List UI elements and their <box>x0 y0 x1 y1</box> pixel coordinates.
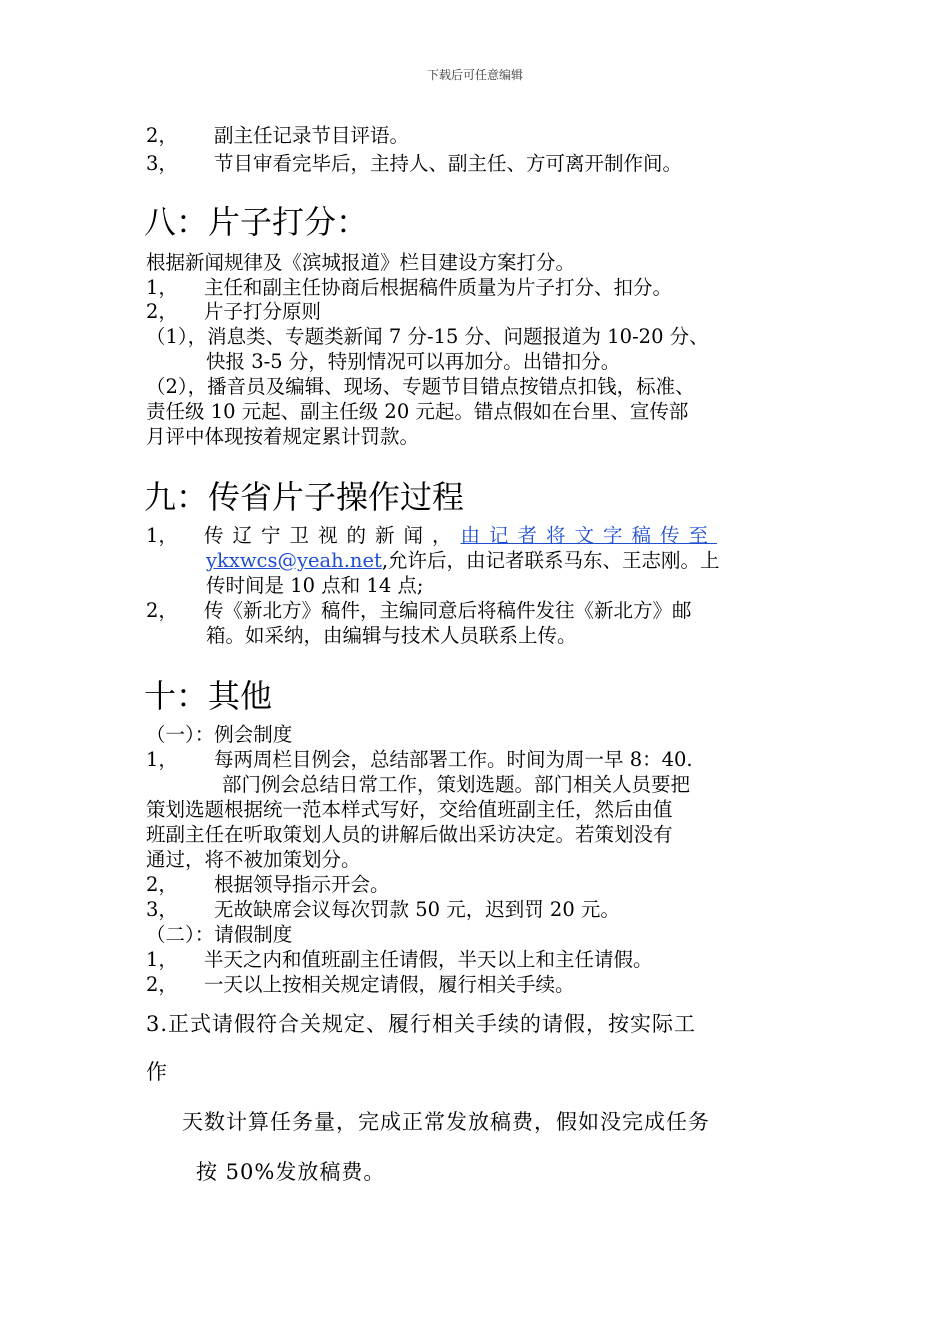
item-number: 1， <box>146 748 178 771</box>
list-item <box>146 898 620 922</box>
paragraph-line: 班副主任在听取策划人员的讲解后做出采访决定。若策划没有 <box>146 823 673 846</box>
item-text: 根据领导指示开会。 <box>214 873 390 896</box>
item-text: 半天之内和值班副主任请假，半天以上和主任请假。 <box>204 948 653 971</box>
paragraph-line <box>206 549 720 573</box>
item-number: 1， <box>146 276 178 299</box>
item-text: 节目审看完毕后，主持人、副主任、方可离开制作间。 <box>214 152 683 175</box>
item-number: 2， <box>146 599 178 622</box>
list-item <box>146 748 693 772</box>
section-heading: 八：片子打分： <box>144 203 369 241</box>
item-text: 传辽宁卫视的新闻， <box>204 524 461 547</box>
paragraph-line: （1），消息类、专题类新闻 7 分-15 分、问题报道为 10-20 分、 <box>146 325 709 348</box>
subheading: （二）：请假制度 <box>146 923 293 946</box>
item-text: 每两周栏目例会，总结部署工作。时间为周一早 8：40. <box>214 748 693 771</box>
paragraph-line: 策划选题根据统一范本样式写好，交给值班副主任，然后由值 <box>146 798 673 821</box>
paragraph: 根据新闻规律及《滨城报道》栏目建设方案打分。 <box>146 251 576 274</box>
item-text: 副主任记录节目评语。 <box>214 124 410 147</box>
subheading: （一）：例会制度 <box>146 723 293 746</box>
item-text: 片子打分原则 <box>204 300 322 323</box>
list-item <box>146 973 575 997</box>
list-item <box>146 124 409 148</box>
section-heading: 十：其他 <box>144 677 273 715</box>
list-item <box>146 276 672 300</box>
item-text: ,允许后，由记者联系马东、王志刚。上 <box>381 549 720 572</box>
item-number: 2， <box>146 124 178 147</box>
paragraph-line: 箱。如采纳，由编辑与技术人员联系上传。 <box>206 624 577 647</box>
item-number: 3， <box>146 898 178 921</box>
item-text: 传《新北方》稿件，主编同意后将稿件发往《新北方》邮 <box>204 599 692 622</box>
item-number: 2， <box>146 300 178 323</box>
item-text: 主任和副主任协商后根据稿件质量为片子打分、扣分。 <box>204 276 673 299</box>
paragraph-line: 3.正式请假符合关规定、履行相关手续的请假，按实际工 <box>146 1012 697 1036</box>
email-link[interactable]: ykxwcs@yeah.net <box>206 549 382 572</box>
paragraph-line: 通过，将不被加策划分。 <box>146 848 361 871</box>
item-number: 3， <box>146 152 178 175</box>
paragraph-line: 传时间是 10 点和 14 点; <box>206 574 424 597</box>
item-text: 无故缺席会议每次罚款 50 元，迟到罚 20 元。 <box>214 898 620 921</box>
paragraph-line: （2），播音员及编辑、现场、专题节目错点按错点扣钱，标准、 <box>146 375 695 398</box>
list-item <box>146 300 321 324</box>
item-text: 一天以上按相关规定请假，履行相关手续。 <box>204 973 575 996</box>
paragraph-line: 部门例会总结日常工作，策划选题。部门相关人员要把 <box>222 773 691 796</box>
section-heading: 九：传省片子操作过程 <box>144 478 465 516</box>
paragraph-line: 快报 3-5 分，特别情况可以再加分。出错扣分。 <box>206 350 621 373</box>
item-number: 2， <box>146 873 178 896</box>
page-header: 下载后可任意编辑 <box>426 68 523 82</box>
list-item <box>146 152 682 176</box>
item-number: 2， <box>146 973 178 996</box>
item-number: 1， <box>146 524 178 547</box>
list-item <box>146 948 653 972</box>
paragraph-line: 月评中体现按着规定累计罚款。 <box>146 425 420 448</box>
list-item <box>146 599 692 623</box>
list-item <box>146 524 717 548</box>
list-item <box>146 873 390 897</box>
paragraph-line: 天数计算任务量，完成正常发放稿费，假如没完成任务 <box>182 1110 710 1134</box>
item-number: 1， <box>146 948 178 971</box>
paragraph-line: 作 <box>146 1060 168 1084</box>
paragraph-line: 责任级 10 元起、副主任级 20 元起。错点假如在台里、宣传部 <box>146 400 689 423</box>
email-link-text[interactable]: 由记者将文字稿传至 <box>460 524 718 547</box>
paragraph-line: 按 50%发放稿费。 <box>196 1160 386 1184</box>
